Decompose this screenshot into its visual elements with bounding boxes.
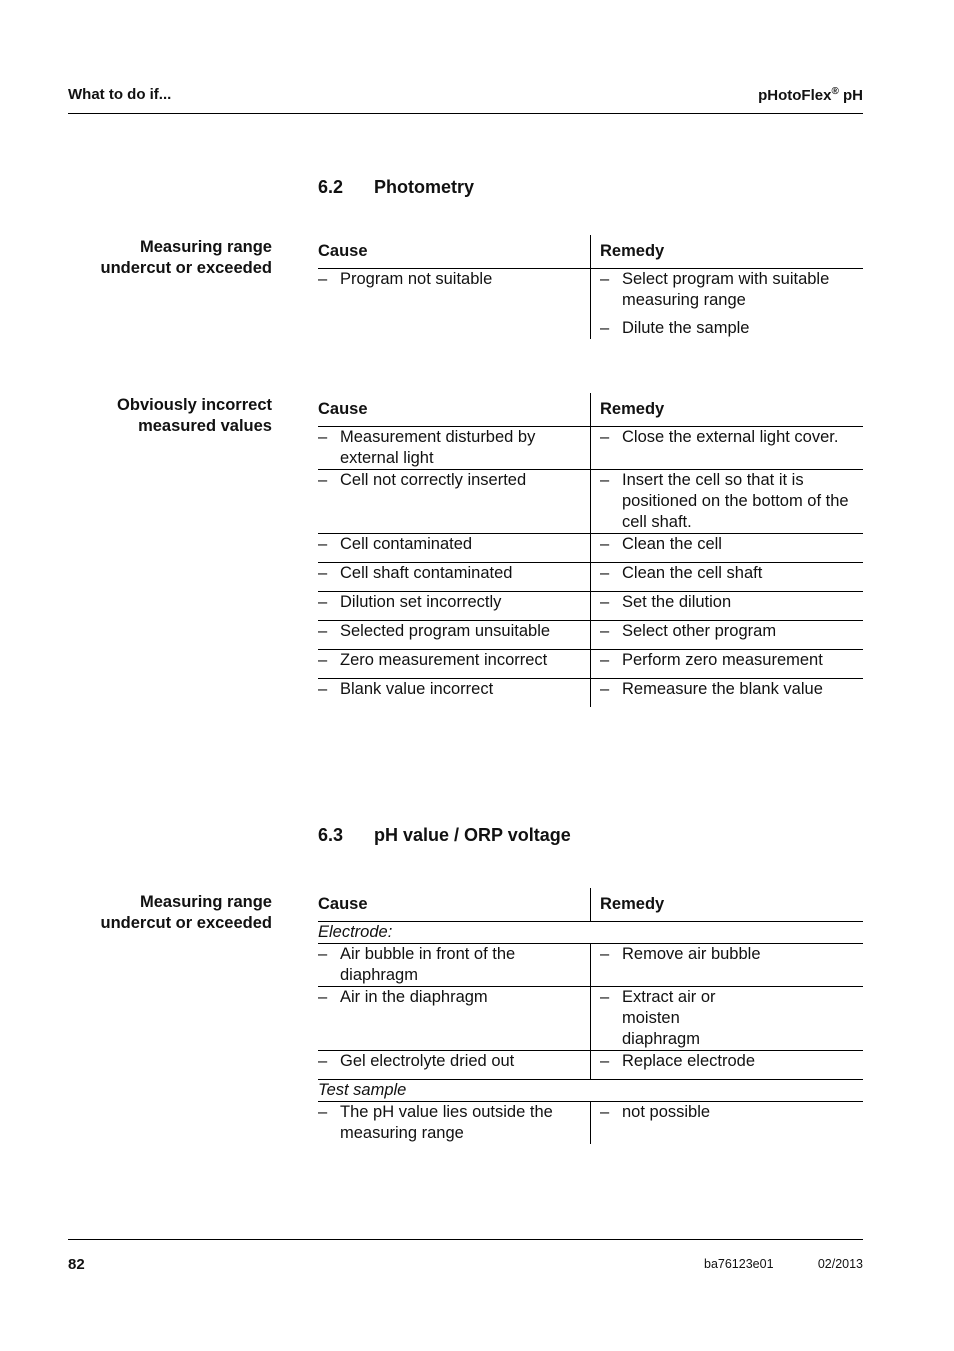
section-title: pH value / ORP voltage xyxy=(374,825,571,845)
remedy-text: Select program with suitable measuring range xyxy=(622,270,830,309)
incorrect-values-table xyxy=(318,393,863,707)
cause-text: Cell contaminated xyxy=(340,535,473,553)
table-row xyxy=(318,944,863,987)
table-row xyxy=(318,987,863,1051)
dash: – xyxy=(600,680,610,698)
side-heading-line: Measuring range xyxy=(139,238,272,256)
registered-mark: ® xyxy=(831,86,839,97)
cause-header: Cause xyxy=(318,393,591,427)
dash: – xyxy=(318,651,328,669)
header-rule xyxy=(68,113,863,114)
dash: – xyxy=(318,1052,328,1070)
table-row xyxy=(318,563,863,592)
dash: – xyxy=(600,535,610,553)
dash: – xyxy=(600,1103,610,1121)
cause-header: Cause xyxy=(318,235,591,269)
dash: – xyxy=(318,471,328,489)
side-heading-line: Obviously incorrect xyxy=(117,396,272,414)
photometry-range-table xyxy=(318,235,863,339)
cause-text: Air bubble in front of the diaphragm xyxy=(340,945,516,984)
product-suffix: pH xyxy=(838,87,863,104)
dash: – xyxy=(600,319,610,337)
table-row xyxy=(318,592,863,621)
side-heading-line: undercut or exceeded xyxy=(100,259,272,277)
table-row xyxy=(318,1051,863,1080)
side-heading-line: measured values xyxy=(138,417,272,435)
remedy-text: Remeasure the blank value xyxy=(622,680,823,698)
cause-text: Dilution set incorrectly xyxy=(340,593,502,611)
table-row xyxy=(318,679,863,708)
dash: – xyxy=(318,1103,328,1121)
subheading-electrode: Electrode: xyxy=(318,922,863,944)
remedy-text: Close the external light cover. xyxy=(622,428,839,446)
remedy-text: Set the dilution xyxy=(622,593,732,611)
side-heading-line: undercut or exceeded xyxy=(100,914,272,932)
cause-text: Selected program unsuitable xyxy=(340,622,551,640)
table-row xyxy=(318,269,863,340)
dash: – xyxy=(318,680,328,698)
remedy-text: Select other program xyxy=(622,622,777,640)
table-row xyxy=(318,470,863,534)
remedy-header: Remedy xyxy=(591,888,864,922)
section-number: 6.3 xyxy=(318,825,344,845)
remedy-text: Insert the cell so that it is positioned on the bottom of the cell shaft. xyxy=(622,471,849,531)
remedy-text: Replace electrode xyxy=(622,1052,755,1070)
dash: – xyxy=(600,945,610,963)
remedy-header: Remedy xyxy=(591,393,864,427)
dash: – xyxy=(318,945,328,963)
table-row xyxy=(318,621,863,650)
cause-text: Program not suitable xyxy=(340,270,493,288)
table-row xyxy=(318,427,863,470)
remedy-text: Remove air bubble xyxy=(622,945,761,963)
subheading-row xyxy=(318,1080,863,1102)
remedy-header: Remedy xyxy=(591,235,864,269)
footer-rule xyxy=(68,1239,863,1240)
remedy-text: Perform zero measurement xyxy=(622,651,823,669)
table-row xyxy=(318,534,863,563)
section-heading-6-2 xyxy=(318,177,474,198)
page-number: 82 xyxy=(68,1256,85,1273)
dash: – xyxy=(600,1052,610,1070)
dash: – xyxy=(600,593,610,611)
subheading-test-sample: Test sample xyxy=(318,1080,863,1102)
dash: – xyxy=(318,564,328,582)
side-heading-measuring-range-2 xyxy=(101,892,272,934)
remedy-text: Dilute the sample xyxy=(622,319,750,337)
cause-text: Zero measurement incorrect xyxy=(340,651,548,669)
dash: – xyxy=(600,270,610,288)
dash: – xyxy=(318,428,328,446)
document-code: ba76123e01 xyxy=(704,1257,774,1271)
dash: – xyxy=(600,622,610,640)
cause-text: The pH value lies outside the measuring range xyxy=(340,1103,553,1142)
document-date: 02/2013 xyxy=(817,1257,863,1271)
dash: – xyxy=(318,593,328,611)
remedy-text: Clean the cell shaft xyxy=(622,564,763,582)
dash: – xyxy=(318,535,328,553)
remedy-text: Extract air or moisten diaphragm xyxy=(622,988,716,1048)
remedy-text: Clean the cell xyxy=(622,535,722,553)
side-heading-line: Measuring range xyxy=(139,893,272,911)
ph-orp-table xyxy=(318,888,863,1144)
product-name: pHotoFlex xyxy=(758,87,832,104)
section-number: 6.2 xyxy=(318,177,344,197)
running-header-left: What to do if... xyxy=(68,86,172,103)
dash: – xyxy=(600,471,610,489)
subheading-row xyxy=(318,922,863,944)
dash: – xyxy=(318,622,328,640)
cause-text: Cell not correctly inserted xyxy=(340,471,527,489)
table-row xyxy=(318,650,863,679)
cause-header: Cause xyxy=(318,888,591,922)
remedy-text: not possible xyxy=(622,1103,711,1121)
cause-text: Blank value incorrect xyxy=(340,680,494,698)
cause-text: Measurement disturbed by external light xyxy=(340,428,536,467)
dash: – xyxy=(600,988,610,1006)
side-heading-measuring-range-1 xyxy=(101,237,272,279)
dash: – xyxy=(600,564,610,582)
dash: – xyxy=(600,651,610,669)
cause-text: Air in the diaphragm xyxy=(340,988,488,1006)
running-header-right xyxy=(758,86,863,104)
dash: – xyxy=(318,988,328,1006)
dash: – xyxy=(600,428,610,446)
cause-text: Gel electrolyte dried out xyxy=(340,1052,515,1070)
dash: – xyxy=(318,270,328,288)
section-heading-6-3 xyxy=(318,825,571,846)
cause-text: Cell shaft contaminated xyxy=(340,564,513,582)
section-title: Photometry xyxy=(374,177,475,197)
side-heading-incorrect-values xyxy=(117,395,272,437)
table-row xyxy=(318,1102,863,1145)
